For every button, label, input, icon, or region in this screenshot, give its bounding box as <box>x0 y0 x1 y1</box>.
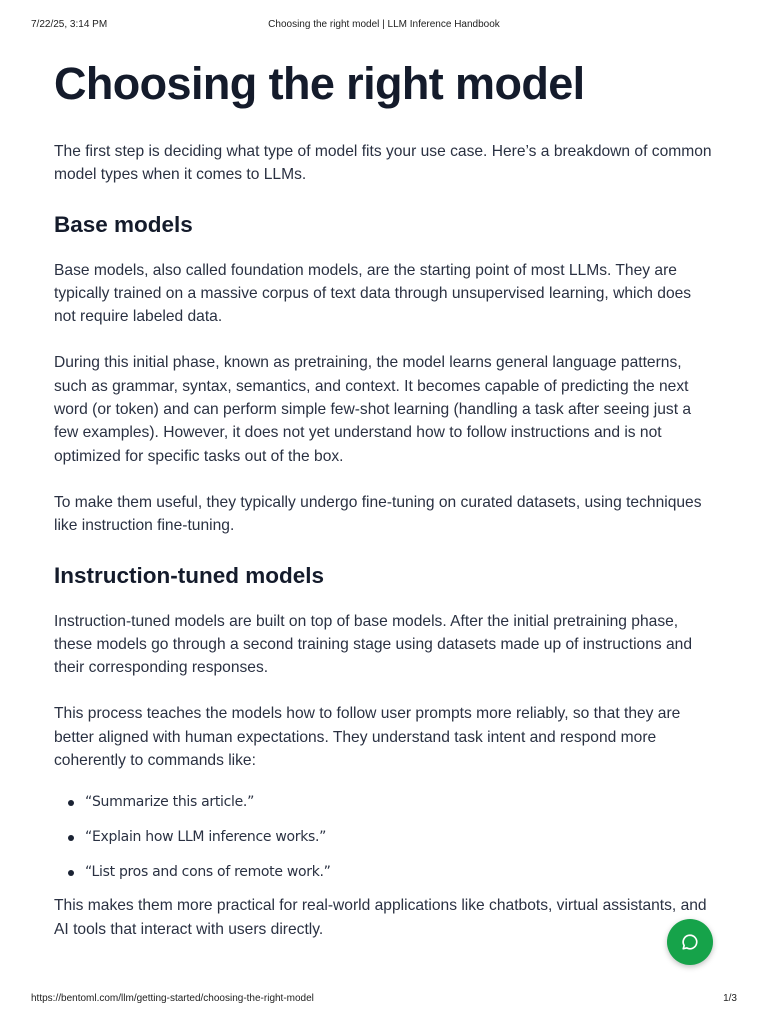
list-item: “Explain how LLM inference works.” <box>85 827 716 847</box>
paragraph: Base models, also called foundation models, are the starting point of most LLMs. They are typically trained on a massive corpus of text data through unsupervised learning, which does not require labeled data. <box>54 261 692 326</box>
paragraph: This process teaches the models how to follow user prompts more reliably, so that they are better aligned with human expectations. They understand task intent and respond more coherently to commands like: <box>54 705 681 770</box>
list-item: “Summarize this article.” <box>85 792 716 812</box>
paragraph: Instruction-tuned models are built on top of base models. After the initial pretraining phase, these models go through a second training stage using datasets made up of instructions and their corresponding responses. <box>54 612 693 677</box>
print-header <box>31 19 737 33</box>
print-footer <box>31 993 737 1007</box>
page-url: https://bentoml.com/llm/getting-started/choosing-the-right-model <box>31 993 314 1004</box>
paragraph: During this initial phase, known as pretraining, the model learns general language patterns, such as grammar, syntax, semantics, and context. It becomes capable of predicting the next word (or token) and can perform simple few-shot learning (handling a task after seeing just a few examples). However, it does not yet understand how to follow instructions and is not optimized for specific tasks out of the box. <box>54 354 692 465</box>
page-title: Choosing the right model <box>54 58 585 109</box>
chat-button[interactable] <box>667 919 713 965</box>
article <box>54 56 716 941</box>
section-heading-instruction-tuned-models: Instruction-tuned models <box>54 562 324 588</box>
paragraph: This makes them more practical for real-world applications like chatbots, virtual assistants, and AI tools that interact with users directly. <box>54 897 707 938</box>
section-heading-base-models: Base models <box>54 211 193 237</box>
list-item: “List pros and cons of remote work.” <box>85 862 716 882</box>
page-number: 1/3 <box>723 993 737 1004</box>
print-datetime: 7/22/25, 3:14 PM <box>31 19 108 30</box>
print-page-title: Choosing the right model | LLM Inference Handbook <box>268 19 500 30</box>
intro-paragraph: The first step is deciding what type of model fits your use case. Here’s a breakdown of common model types when it comes to LLMs. <box>54 143 712 184</box>
paragraph: To make them useful, they typically undergo fine-tuning on curated datasets, using techniques like instruction fine-tuning. <box>54 493 702 535</box>
example-prompts-list <box>54 792 716 882</box>
chat-bubble-icon <box>681 933 699 951</box>
